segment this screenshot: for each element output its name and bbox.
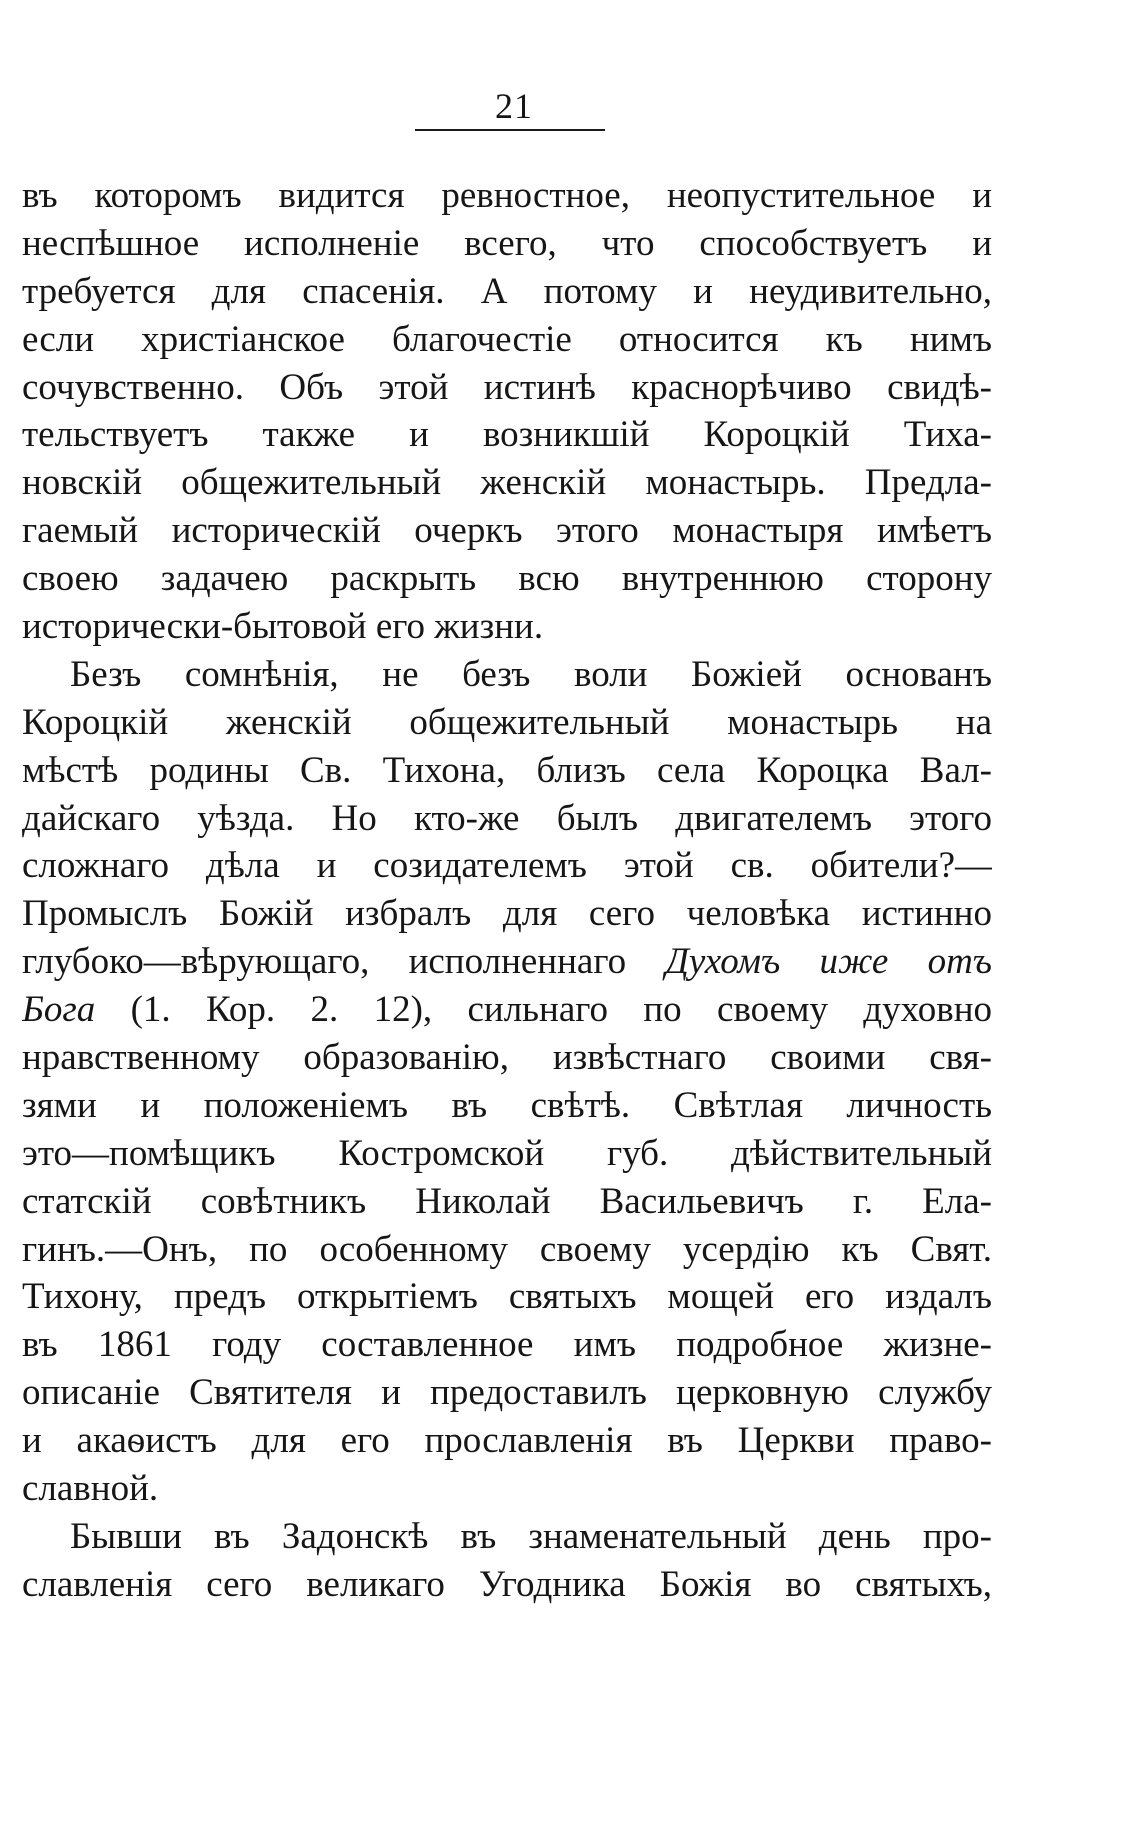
paragraph-3 <box>22 1513 992 1609</box>
text-line: зями и положеніемъ въ свѣтѣ. Свѣтлая личность <box>22 1084 992 1126</box>
text-line: описаніе Святителя и предоставилъ церковную службу <box>22 1372 992 1414</box>
text-line: гаемый историческій очеркъ этого монастыря имѣетъ <box>22 510 992 552</box>
text-line: славленія сего великаго Угодника Божія во святыхъ, <box>22 1563 992 1605</box>
text-line: въ 1861 году составленное имъ подробное жизне- <box>22 1324 992 1366</box>
text-line: мѣстѣ родины Св. Тихона, близъ села Короцка Вал- <box>22 749 992 791</box>
page-header <box>415 86 605 131</box>
header-rule <box>415 129 605 131</box>
text-line: новскій общежительный женскій монастырь. Предла- <box>22 462 992 504</box>
text-line: сочувственно. Объ этой истинѣ краснорѣчиво свидѣ- <box>22 366 992 408</box>
text-line: сложнаго дѣла и созидателемъ этой св. обители?— <box>22 845 992 887</box>
text-line: Тихону, предъ открытіемъ святыхъ мощей его издалъ <box>22 1276 992 1318</box>
text-line: Бывши въ Задонскѣ въ знаменательный день про- <box>70 1515 992 1557</box>
text-line: требуется для спасенія. А потому и неудивительно, <box>22 270 992 312</box>
text-line-with-italic <box>22 938 992 986</box>
body-text <box>22 172 992 1609</box>
text-line: Короцкій женскій общежительный монастырь на <box>22 701 992 743</box>
text-line: Промыслъ Божій избралъ для сего человѣка истинно <box>22 893 992 935</box>
plain-text: (1. Кор. 2. 12), сильнаго по своему духовно <box>95 989 992 1031</box>
text-line: это—помѣщикъ Костромской губ. дѣйствительный <box>22 1132 992 1174</box>
text-line: въ которомъ видится ревностное, неопустительное и <box>22 175 992 216</box>
text-line-with-italic <box>22 986 992 1034</box>
text-line: нравственному образованію, извѣстнаго своими свя- <box>22 1037 992 1079</box>
paragraph-2 <box>22 651 992 1513</box>
page-number: 21 <box>495 86 533 126</box>
text-line: исторически-бытовой его жизни. <box>22 606 544 648</box>
text-line: статскій совѣтникъ Николай Васильевичъ г. Ела- <box>22 1180 992 1222</box>
text-line: дайскаго уѣзда. Но кто-же былъ двигателемъ этого <box>22 797 992 839</box>
text-line: если христіанское благочестіе относится къ нимъ <box>22 318 992 360</box>
text-line: славной. <box>22 1468 159 1510</box>
plain-text: глубоко—вѣрующаго, исполненнаго <box>22 941 666 983</box>
text-line: неспѣшное исполненіе всего, что способствуетъ и <box>22 222 992 264</box>
italic-quote: Бога <box>22 989 96 1031</box>
text-line: тельствуетъ также и возникшій Короцкій Тиха- <box>22 414 992 456</box>
text-line: Безъ сомнѣнія, не безъ воли Божіей основанъ <box>70 653 992 695</box>
italic-quote: Духомъ иже отъ <box>665 941 992 983</box>
text-line: гинъ.—Онъ, по особенному своему усердію къ Свят. <box>22 1228 992 1270</box>
text-line: своею задачею раскрыть всю внутреннюю сторону <box>22 558 992 600</box>
paragraph-1 <box>22 172 992 651</box>
text-line: и акаѳистъ для его прославленія въ Церкви право- <box>22 1420 992 1462</box>
